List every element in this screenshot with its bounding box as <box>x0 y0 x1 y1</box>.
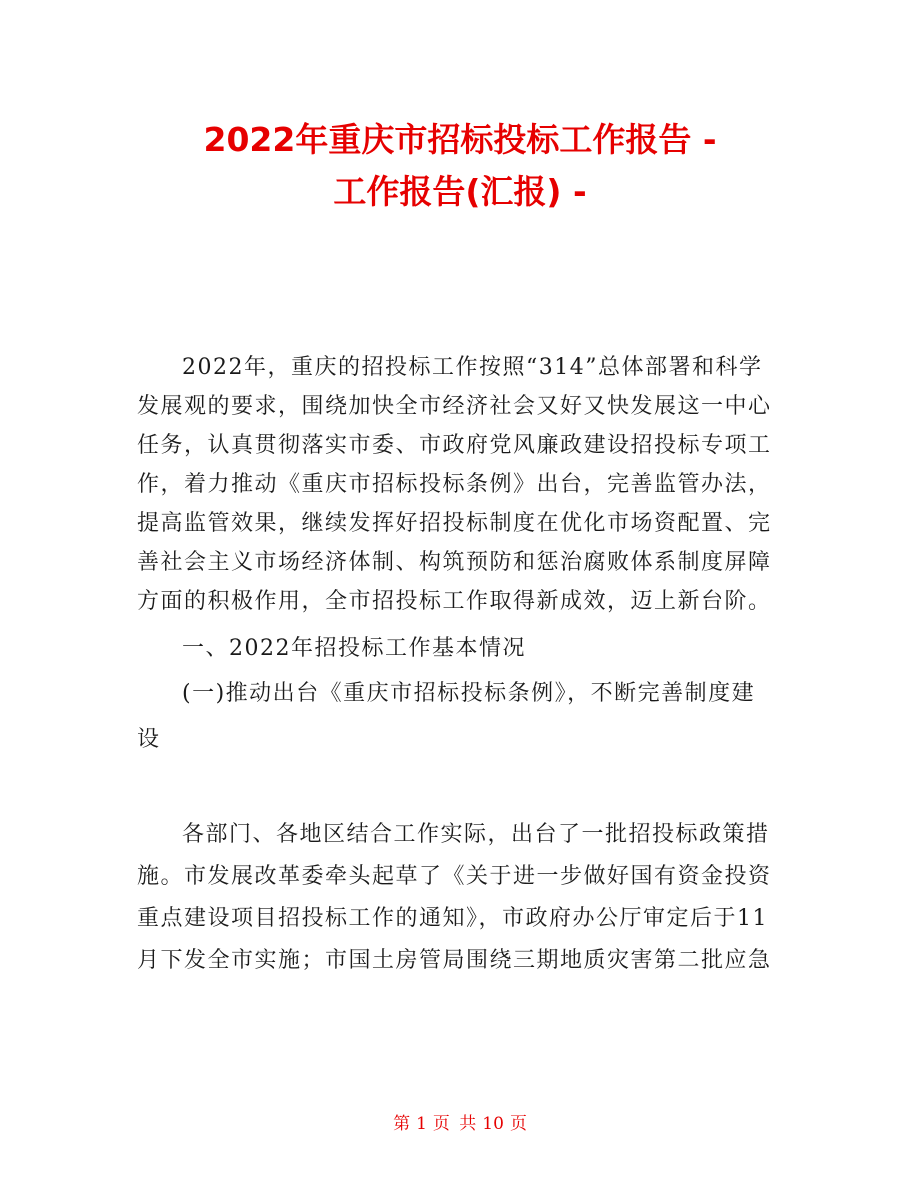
paragraph-1-line-1: 2022年，重庆的招投标工作按照“314”总体部署和科学 <box>182 355 763 380</box>
footer-suffix: 页 <box>509 1114 527 1134</box>
paragraph-2-line-2: 施。市发展改革委牵头起草了《关于进一步做好国有资金投资 <box>137 864 772 889</box>
footer-prefix: 第 <box>393 1114 411 1134</box>
section-heading-1: 一、2022年招投标工作基本情况 <box>182 636 526 661</box>
page-footer <box>0 1112 920 1136</box>
paragraph-1-line-5: 提高监管效果，继续发挥好招投标制度在优化市场资配置、完 <box>137 511 772 536</box>
paragraph-2-line-3: 重点建设项目招投标工作的通知》，市政府办公厅审定后于11 <box>137 906 768 931</box>
paragraph-1-line-7: 方面的积极作用，全市招投标工作取得新成效，迈上新台阶。 <box>137 589 772 614</box>
footer-page-number: 1 <box>416 1114 427 1134</box>
paragraph-2-line-1: 各部门、各地区结合工作实际，出台了一批招投标政策措 <box>182 822 770 847</box>
paragraph-1-line-3: 任务，认真贯彻落实市委、市政府党风廉政建设招投标专项工 <box>137 433 772 458</box>
paragraph-1-line-4: 作，着力推动《重庆市招标投标条例》出台，完善监管办法， <box>137 472 772 497</box>
footer-middle: 页 共 <box>432 1114 477 1134</box>
paragraph-1-line-6: 善社会主义市场经济体制、构筑预防和惩治腐败体系制度屏障 <box>137 550 772 575</box>
document-title-line-2: 工作报告(汇报) - <box>333 172 587 211</box>
paragraph-1-line-2: 发展观的要求，围绕加快全市经济社会又好又快发展这一中心 <box>137 394 772 419</box>
subheading-1-line-1: (一)推动出台《重庆市招标投标条例》，不断完善制度建 <box>182 681 756 706</box>
footer-total-pages: 10 <box>482 1114 504 1134</box>
paragraph-2-line-4: 月下发全市实施；市国土房管局围绕三期地质灾害第二批应急 <box>137 948 772 973</box>
document-title-line-1: 2022年重庆市招标投标工作报告 - <box>203 120 717 159</box>
subheading-1-line-2: 设 <box>137 727 161 752</box>
